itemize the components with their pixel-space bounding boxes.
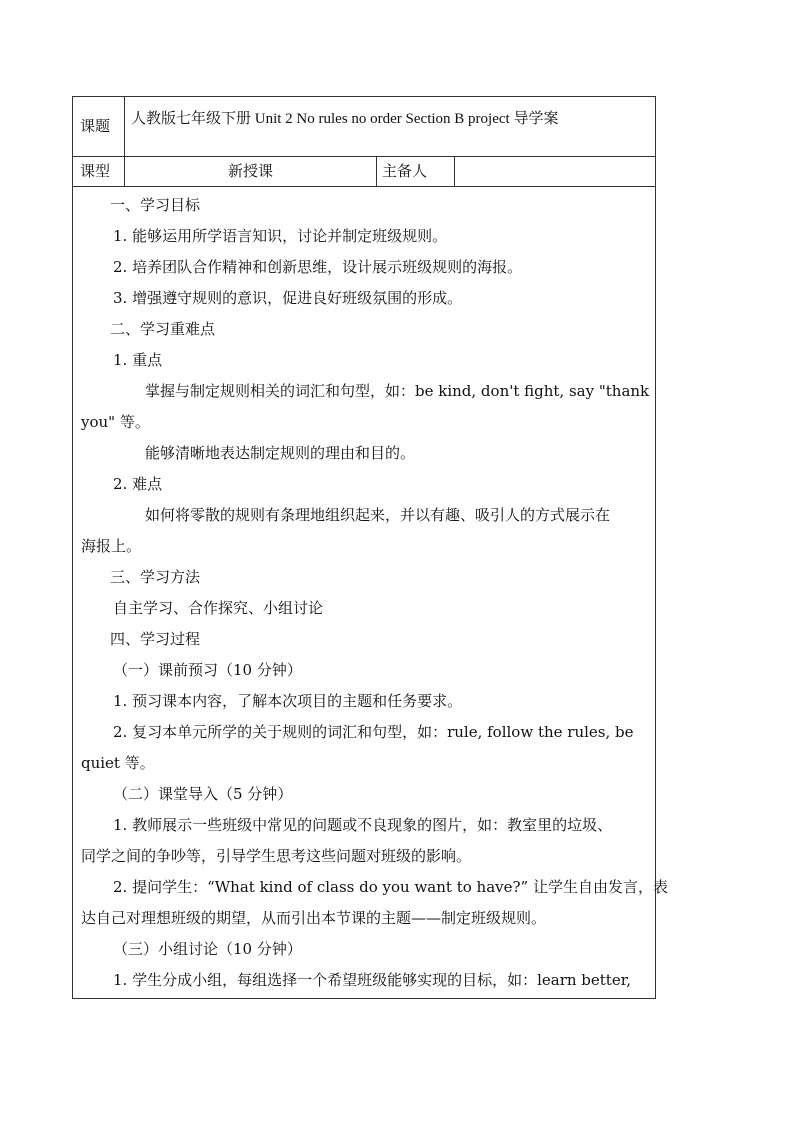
discussion-item-1: 1. 学生分成小组，每组选择一个希望班级能够实现的目标，如：learn better,: [113, 971, 632, 989]
type-value: 新授课: [227, 162, 273, 180]
lesson-title: 人教版七年级下册 Unit 2 No rules no order Section B project 导学案: [131, 111, 559, 127]
difficulty-text-line-1: 如何将零散的规则有条理地组织起来，并以有趣、吸引人的方式展示在: [145, 506, 611, 524]
title-value-cell: [125, 97, 655, 156]
section-heading-methods: 三、学习方法: [110, 568, 201, 586]
process-step-preview-heading: （一）课前预习（10 分钟）: [113, 661, 302, 679]
lead-in-item-2-line-1: 2. 提问学生：“What kind of class do you want to have?” 让学生自由发言，表: [113, 878, 668, 896]
owner-label: 主备人: [382, 162, 428, 180]
lesson-content: [73, 187, 668, 998]
key-point-heading: 1. 重点: [113, 351, 163, 369]
objective-item-2: 2. 培养团队合作精神和创新思维，设计展示班级规则的海报。: [113, 258, 523, 276]
key-point-text-line-3: 能够清晰地表达制定规则的理由和目的。: [145, 444, 416, 462]
difficulty-text-line-2: 海报上。: [81, 537, 142, 555]
methods-text: 自主学习、合作探究、小组讨论: [113, 599, 324, 617]
process-step-discussion-heading: （三）小组讨论（10 分钟）: [113, 940, 302, 958]
section-heading-objectives: 一、学习目标: [110, 196, 201, 214]
lesson-plan-table: [72, 96, 668, 999]
type-row: [73, 157, 655, 187]
lead-in-item-1-line-2: 同学之间的争吵等，引导学生思考这些问题对班级的影响。: [81, 847, 472, 865]
lead-in-item-1-line-1: 1. 教师展示一些班级中常见的问题或不良现象的图片，如：教室里的垃圾、: [113, 816, 613, 834]
key-point-text-line-1: 掌握与制定规则相关的词汇和句型，如：be kind, don't fight, say "thank: [145, 382, 650, 400]
section-heading-process: 四、学习过程: [110, 630, 201, 648]
objective-item-3: 3. 增强遵守规则的意识，促进良好班级氛围的形成。: [113, 289, 463, 307]
key-point-text-line-2: you" 等。: [81, 413, 150, 431]
section-heading-key-points: 二、学习重难点: [110, 320, 216, 338]
process-step-lead-in-heading: （二）课堂导入（5 分钟）: [113, 785, 293, 803]
title-row: [73, 97, 655, 157]
title-label: 课题: [80, 117, 111, 135]
title-label-cell: [73, 97, 125, 156]
preview-item-1: 1. 预习课本内容，了解本次项目的主题和任务要求。: [113, 692, 463, 710]
type-value-cell: [125, 157, 377, 186]
type-label: 课型: [80, 162, 111, 180]
preview-item-2-line-2: quiet 等。: [81, 754, 155, 772]
owner-label-cell: [377, 157, 455, 186]
type-label-cell: [73, 157, 125, 186]
owner-value-cell: [455, 157, 655, 186]
objective-item-1: 1. 能够运用所学语言知识，讨论并制定班级规则。: [113, 227, 448, 245]
lead-in-item-2-line-2: 达自己对理想班级的期望，从而引出本节课的主题——制定班级规则。: [81, 909, 547, 927]
difficulty-heading: 2. 难点: [113, 475, 163, 493]
preview-item-2-line-1: 2. 复习本单元所学的关于规则的词汇和句型，如：rule, follow the rules, be: [113, 723, 634, 741]
